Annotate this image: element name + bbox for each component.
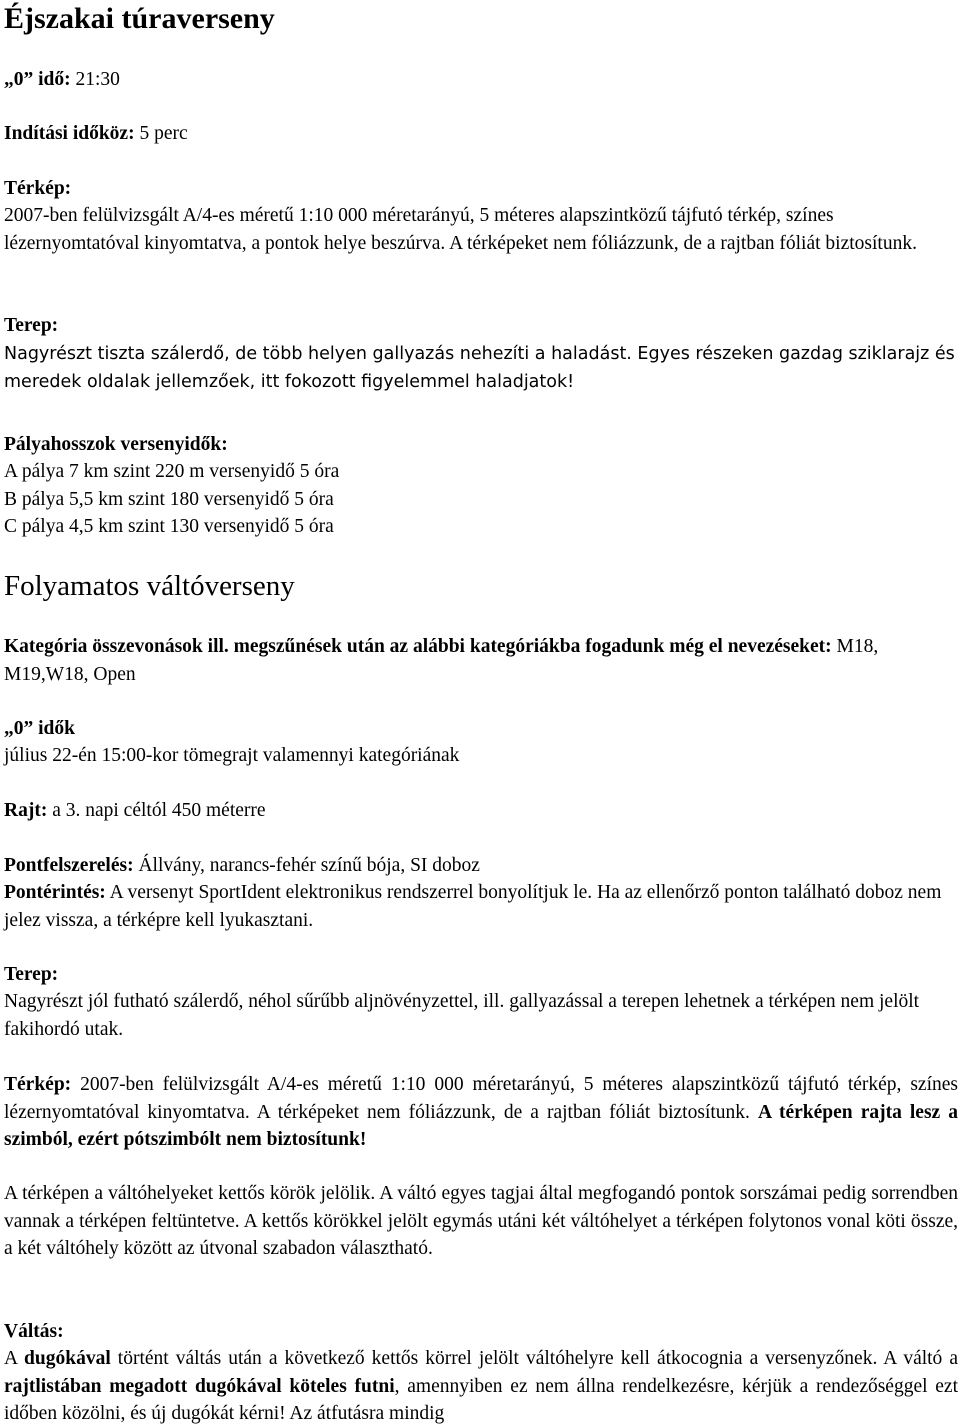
relay-heading: Folyamatos váltóverseny — [4, 570, 295, 602]
interval-value: 5 perc — [139, 123, 188, 144]
exchange-paragraph: A térképen a váltóhelyeket kettős körök jelölik. A váltó egyes tagjai által megfogandó pontok sorszámai pedig sorrendben vannak a térképen feltüntetve. A kettős körökkel jelölt egymás utáni két váltóhelyet a térképen folytonos vonal köti össze, a két váltóhely között az útvonal szabadon választható. — [4, 1183, 958, 1259]
punching-paragraph — [4, 879, 958, 934]
relay-terrain-paragraph: Nagyrészt jól futható szálerdő, néhol sűrűbb aljnövényzettel, ill. gallyazással a terepen lehetnek a térképen nem jelölt fakihordó utak. — [4, 991, 920, 1040]
punching-label: Pontérintés: — [4, 882, 106, 903]
equipment-text: Állvány, narancs-fehér színű bója, SI doboz — [138, 855, 480, 876]
terrain-paragraph: Nagyrészt tiszta szálerdő, de több helyen gallyazás nehezíti a haladást. Egyes részeken gazdag sziklarajz és meredek oldalak jellemzőek, itt fokozott figyelemmel haladjatok! — [4, 344, 955, 392]
start-text: a 3. napi céltól 450 méterre — [52, 800, 266, 821]
relay-map-paragraph — [4, 1071, 958, 1154]
zero-time-line — [4, 66, 120, 93]
mass-start-text: július 22-én 15:00-kor tömegrajt valamennyi kategóriának — [4, 745, 460, 766]
relay-map-label: Térkép: — [4, 1074, 72, 1095]
map-paragraph: 2007-ben felülvizsgált A/4-es méretű 1:10 000 méretarányú, 5 méteres alapszintközű tájfutó térkép, színes lézernyomtatóval kinyomtatva, a pontok helye beszúrva. A térképeket nem fóliázzunk, de a rajtban fóliát biztosítunk. — [4, 205, 917, 254]
handover-heading: Váltás: — [4, 1321, 64, 1342]
zero-times-heading: „0” idők — [4, 718, 75, 739]
equipment-label: Pontfelszerelés: — [4, 855, 134, 876]
relay-terrain-heading: Terep: — [4, 964, 59, 985]
course-a: A pálya 7 km szint 220 m versenyidő 5 óra — [4, 461, 340, 482]
handover-emphasis-2: rajtlistában megadott dugókával köteles futni — [4, 1375, 395, 1397]
equipment-line — [4, 852, 480, 879]
punching-text: A versenyt SportIdent elektronikus rendszerrel bonyolítjuk le. Ha az ellenőrző ponton található doboz nem jelez vissza, a térképre kell lyukasztani. — [4, 882, 942, 931]
start-line — [4, 797, 266, 824]
categories-label: Kategória összevonások ill. megszűnések után az alábbi kategóriákba fogadunk még el nevezéseket: — [4, 636, 832, 657]
relay-map-bold-note: A térképen rajta lesz a szimból, ezért pótszimbólt nem biztosítunk! — [4, 1101, 958, 1150]
courses-heading: Pályahosszok versenyidők: — [4, 434, 228, 455]
categories-paragraph — [4, 633, 958, 688]
zero-time-label: „0” idő: — [4, 69, 71, 90]
terrain-heading: Terep: — [4, 315, 59, 336]
relay-map-text: 2007-ben felülvizsgált A/4-es méretű 1:10 000 méretarányú, 5 méteres alapszintközű tájfutó térkép, színes lézernyomtatóval kinyomtatva. A térképeket nem fóliázzunk, de a rajtban fóliát biztosítunk. — [4, 1074, 958, 1123]
page-title: Éjszakai túraverseny — [4, 2, 275, 35]
handover-emphasis-1: dugókával — [24, 1348, 111, 1369]
start-label: Rajt: — [4, 800, 48, 821]
categories-value: M18, M19,W18, Open — [4, 636, 879, 685]
course-c: C pálya 4,5 km szint 130 versenyidő 5 óra — [4, 516, 334, 537]
interval-label: Indítási időköz: — [4, 123, 135, 144]
course-b: B pálya 5,5 km szint 180 versenyidő 5 óra — [4, 489, 334, 510]
interval-line — [4, 120, 188, 147]
handover-paragraph: A dugókával történt váltás után a következő kettős körrel jelölt váltóhelyre kell átkocognia a versenyzőnek. A váltó a rajtlistában megadott dugókával köteles futni, amennyiben ez nem állna rendelkezésre, kérjük a rendezőséggel ezt időben közölni, és új dugókát kérni! Az átfutásra mindig — [4, 1348, 958, 1424]
zero-time-value: 21:30 — [75, 69, 120, 90]
map-heading: Térkép: — [4, 178, 72, 199]
